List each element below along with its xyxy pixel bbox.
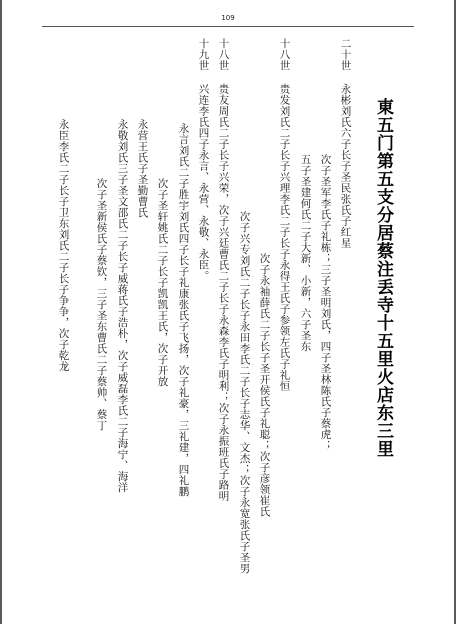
genealogy-line: 十八世 贵友周氏二子长子兴荣，次子兴廷曹氏二子长子永森李氏子明利；次子永振班氏子路明 bbox=[217, 38, 230, 502]
genealogy-line: 次子兴专刘氏二子长子永田李氏二子长子志华、文杰；次子永宽张氏子圣男 bbox=[238, 211, 251, 574]
genealogy-line: 五子圣建何氏二子大新、小新，六子圣东 bbox=[299, 154, 312, 352]
genealogy-line: 十八世 贵发刘氏二子长子兴理李氏二子长子永得王氏子参领左氏子礼恒 bbox=[278, 38, 291, 392]
genealogy-line: 十九世 兴连李氏四子永言、永营、永敬、永臣。 bbox=[197, 38, 210, 282]
genealogy-line: 永敬刘氏三子圣文邵氏二子长子威蒋氏子浩朴，次子威磊李氏二子海宁、海洋 bbox=[116, 119, 129, 493]
genealogy-line: 次子圣新侯氏子蔡钦，三子圣东曹氏二子蔡帅、蔡丁 bbox=[95, 178, 108, 431]
genealogy-line: 永营王氏子圣勤曹氏 bbox=[136, 119, 149, 218]
document-title: 東五门第五支分居蔡注丢寺十五里火店东三里 bbox=[373, 98, 393, 458]
page-number: 109 bbox=[221, 14, 235, 22]
genealogy-line: 次子圣军李氏子礼栋；三子圣明刘氏，四子圣林陈氏子蔡虎； bbox=[319, 154, 332, 451]
header-rule bbox=[42, 26, 414, 27]
genealogy-line: 次子圣轩姚氏二子长子凯凯王氏，次子开放 bbox=[156, 178, 169, 387]
genealogy-line: 次子永袖薛氏二子长子圣开侯氏子礼聪；次子彦领崔氏 bbox=[258, 253, 271, 517]
genealogy-line: 永臣李氏二子长子卫东刘氏二子长子争争，次子乾龙 bbox=[57, 119, 70, 372]
document-page bbox=[2, 0, 454, 624]
genealogy-line: 永言刘氏二子胜宇刘氏四子长子礼康张氏子飞扬，次子礼豪，三礼建，四礼鹏 bbox=[177, 123, 190, 497]
genealogy-line: 二十世 永彬刘氏六子长子圣民张氏子红星 bbox=[339, 38, 352, 249]
